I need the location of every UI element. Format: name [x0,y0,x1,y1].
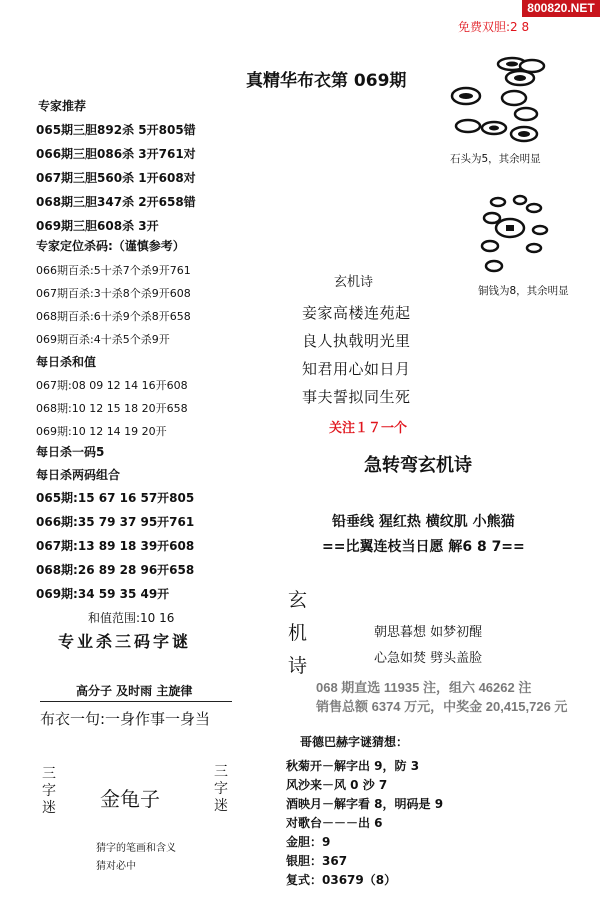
site-badge: 800820.NET [522,0,600,17]
xuanji-vertical-char: 诗 [288,655,308,677]
two-code-heading: 每日杀两码组合 [36,468,121,482]
coin-caption: 铜钱为8，其余明显 [478,285,569,297]
xuanji-short-line: 心急如焚 劈头盖脸 [374,651,483,666]
high-score-line: 高分子 及时雨 主旋律 [76,684,193,698]
three-char-hint: 猜字的笔画和含义 [96,843,176,854]
xuanji-short-line: 朝思暮想 如梦初醒 [374,625,483,640]
two-code-line: 069期:34 59 35 49开 [36,587,170,601]
expert-line: 066期三胆086杀 3开761对 [36,147,196,161]
divider [40,701,232,702]
two-code-line: 065期:15 67 16 57开805 [36,491,195,505]
goethe-line: 对歌台－－－出 6 [286,816,383,830]
one-code-kill: 每日杀一码5 [36,445,105,459]
two-code-line: 067期:13 89 18 39开608 [36,539,195,553]
expert-line: 068期三胆347杀 2开658错 [36,195,196,209]
expert-line: 069期三胆608杀 3开 [36,219,159,233]
position-kill-line: 069期百杀:4十杀5个杀9开 [36,333,170,346]
expert-heading: 专家推荐 [38,99,87,113]
expert-line: 067期三胆560杀 1开608对 [36,171,196,185]
free-pick: 免费双胆:2 8 [458,20,530,34]
turn-title: 急转弯玄机诗 [364,455,472,476]
goethe-line: 风沙来－风 0 沙 7 [286,778,388,792]
sum-kill-line: 067期:08 09 12 14 16开608 [36,379,188,392]
poem-line: 事夫誓拟同生死 [302,388,411,406]
three-char-left-label: 三字迷 [42,766,56,816]
buyi-sentence: 布衣一句:一身作事一身当 [40,710,211,728]
two-code-line: 068期:26 89 28 96开658 [36,563,195,577]
goethe-line: 金胆：9 [286,835,331,849]
poem-line: 知君用心如日月 [302,360,411,378]
turn-answer: ==比翼连枝当日愿 解6 8 7== [322,539,525,555]
sales-line: 销售总额 6374 万元，中奖金 20,415,726 元 [316,699,568,714]
focus-line: 关注１７一个 [329,421,408,436]
goethe-heading: 哥德巴赫字谜猜想： [300,735,409,749]
expert-line: 065期三胆892杀 5开805错 [36,123,196,137]
sum-kill-line: 068期:10 12 15 18 20开658 [36,402,188,415]
goethe-line: 复式：03679（8） [286,873,397,887]
xuanji-vertical-char: 玄 [288,589,308,611]
coin-picture-riddle [476,194,556,274]
position-kill-line: 068期百杀:6十杀9个杀8开658 [36,310,191,323]
goethe-line: 酒映月－解字看 8，明码是 9 [286,797,444,811]
sum-range: 和值范围:10 16 [88,611,175,625]
stone-picture-riddle [446,54,562,146]
sum-kill-heading: 每日杀和值 [36,355,97,369]
stone-caption: 石头为5，其余明显 [450,153,541,165]
position-kill-line: 067期百杀:3十杀8个杀9开608 [36,287,191,300]
coin-icon [482,196,547,271]
goethe-line: 银胆：367 [286,854,348,868]
position-kill-heading: 专家定位杀码:（谨慎参考） [36,239,185,253]
page-title: 真精华布衣第 069期 [246,71,407,91]
poem-line: 妾家高楼连苑起 [302,304,411,322]
poem-heading: 玄机诗 [334,275,374,290]
position-kill-line: 066期百杀:5十杀7个杀9开761 [36,264,191,277]
goethe-line: 秋菊开－解字出 9，防 3 [286,759,420,773]
three-char-right-label: 三字迷 [214,764,228,814]
three-char-hint: 猜对必中 [96,861,136,872]
sum-kill-line: 069期:10 12 14 19 20开 [36,425,167,438]
poem-line: 良人执戟明光里 [302,332,411,350]
xuanji-vertical-char: 机 [288,622,308,644]
three-char-center-word: 金龟子 [100,787,160,811]
two-code-line: 066期:35 79 37 95开761 [36,515,195,529]
turn-words: 铅垂线 猩红热 横纹肌 小熊猫 [332,514,515,530]
sales-line: 068 期直选 11935 注，组六 46262 注 [316,680,532,695]
pro-riddle-title: 专业杀三码字谜 [58,632,192,651]
